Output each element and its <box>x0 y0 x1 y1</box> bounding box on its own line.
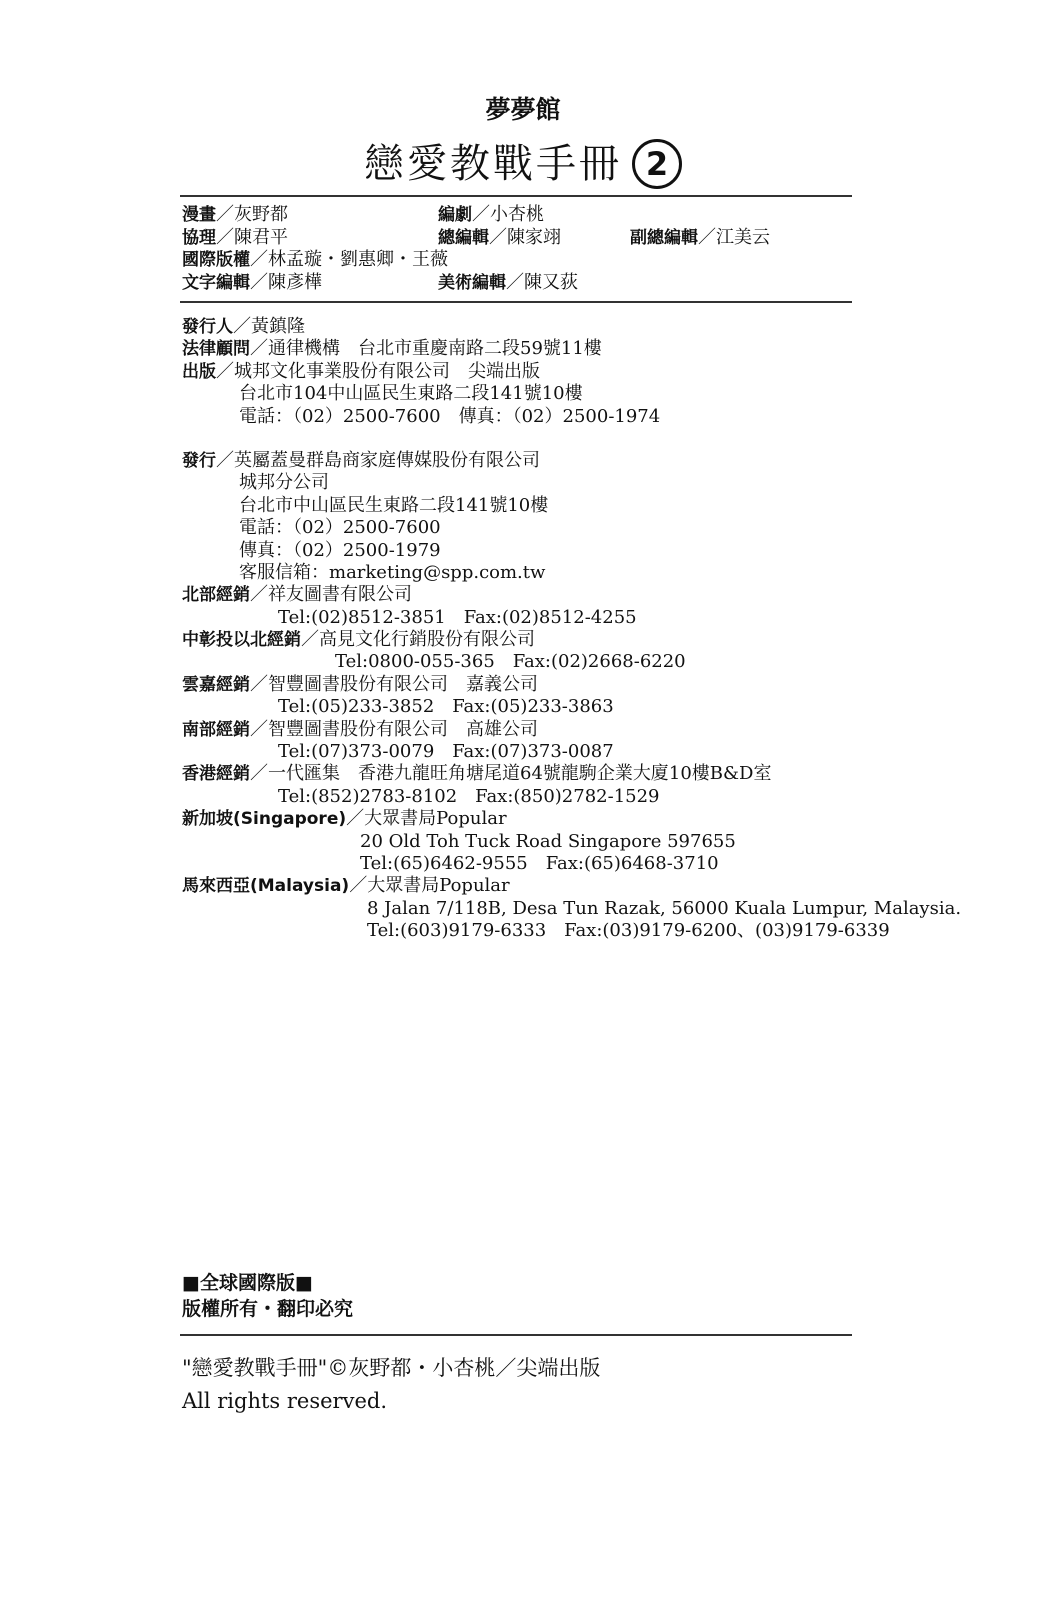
south-line: 南部經銷／智豐圖書股份有限公司 高雄公司 <box>182 718 538 740</box>
north-line: 北部經銷／祥友圖書有限公司 <box>182 584 412 606</box>
publisher-block <box>182 316 982 943</box>
north-value: 祥友圖書有限公司 <box>268 584 412 606</box>
central-value: 高見文化行銷股份有限公司 <box>319 629 535 651</box>
credit-entry: 美術編輯／陳又荻 <box>438 271 578 293</box>
credit-name: 陳君平 <box>234 226 288 248</box>
credit-entry: 國際版權／林孟璇・劉惠卿・王薇 <box>182 249 448 270</box>
singapore-contact: Tel:(65)6462-9555 Fax:(65)6468-3710 <box>360 852 719 874</box>
issuer-value: 黃鎮隆 <box>251 316 305 337</box>
credit-entry: 總編輯／陳家翊 <box>438 226 561 248</box>
credit-entry: 文字編輯／陳彥樺 <box>182 271 322 293</box>
central-contact: Tel:0800-055-365 Fax:(02)2668-6220 <box>335 651 686 673</box>
credit-name: 陳又荻 <box>524 271 578 293</box>
chiayi-label: 雲嘉經銷 <box>182 674 250 695</box>
credit-entry: 編劇／小杏桃 <box>438 204 544 225</box>
distribute-address: 台北市中山區民生東路二段141號10樓 <box>239 494 549 516</box>
book-title-text: 戀愛教戰手冊 <box>364 141 622 187</box>
credit-role: 副總編輯 <box>630 227 698 248</box>
middle-divider <box>180 301 852 303</box>
credits-block <box>182 204 862 294</box>
issuer-line: 發行人／黃鎮隆 <box>182 316 305 337</box>
publish-label: 出版 <box>182 361 216 382</box>
credit-entry: 副總編輯／江美云 <box>630 226 770 248</box>
credit-name: 陳家翊 <box>507 226 561 248</box>
series-name: 夢夢館 <box>485 95 561 124</box>
credits-row <box>182 249 862 272</box>
credit-role: 協理 <box>182 227 216 248</box>
malaysia-label: 馬來西亞(Malaysia) <box>182 876 350 897</box>
south-value: 智豐圖書股份有限公司 高雄公司 <box>268 718 538 740</box>
credit-role: 美術編輯 <box>438 272 506 293</box>
edition-block <box>182 1270 353 1322</box>
book-title <box>0 132 1046 189</box>
credit-entry: 漫畫／灰野都 <box>182 204 288 225</box>
singapore-value: 大眾書局Popular <box>364 808 507 830</box>
credits-row <box>182 272 862 295</box>
distribute-email: 客服信箱：marketing@spp.com.tw <box>239 561 546 583</box>
credits-row <box>182 227 862 250</box>
volume-number: 2 <box>632 139 682 189</box>
singapore-label: 新加坡(Singapore) <box>182 809 347 830</box>
credit-name: 林孟璇・劉惠卿・王薇 <box>268 249 448 270</box>
credit-name: 小杏桃 <box>490 204 544 225</box>
distribute-value: 英屬蓋曼群島商家庭傳媒股份有限公司 <box>234 449 540 471</box>
credit-role: 文字編輯 <box>182 272 250 293</box>
distribute-label: 發行 <box>182 450 216 471</box>
malaysia-value: 大眾書局Popular <box>367 875 510 897</box>
legal-value: 通律機構 台北市重慶南路二段59號11樓 <box>268 338 602 360</box>
issuer-label: 發行人 <box>182 317 233 337</box>
malaysia-contact: Tel:(603)9179-6333 Fax:(03)9179-6200、(03)9179-6339 <box>367 920 890 942</box>
south-contact: Tel:(07)373-0079 Fax:(07)373-0087 <box>278 741 614 763</box>
hongkong-contact: Tel:(852)2783-8102 Fax:(850)2782-1529 <box>278 785 660 807</box>
malaysia-address: 8 Jalan 7/118B, Desa Tun Razak, 56000 Kuala Lumpur, Malaysia. <box>367 897 962 919</box>
chiayi-value: 智豐圖書股份有限公司 嘉義公司 <box>268 673 538 695</box>
hongkong-value: 一代匯集 香港九龍旺角塘尾道64號龍駒企業大廈10樓B&D室 <box>268 763 772 785</box>
chiayi-line: 雲嘉經銷／智豐圖書股份有限公司 嘉義公司 <box>182 673 538 695</box>
credit-role: 總編輯 <box>438 227 489 248</box>
credit-role: 編劇 <box>438 205 472 225</box>
intl-edition: ■全球國際版■ <box>182 1272 313 1294</box>
credit-name: 陳彥樺 <box>268 271 322 293</box>
legal-line: 法律顧問／通律機構 台北市重慶南路二段59號11樓 <box>182 338 602 360</box>
publish-phone: 電話：（02）2500-7600 傳真：（02）2500-1974 <box>239 405 661 427</box>
credits-row <box>182 204 862 227</box>
chiayi-contact: Tel:(05)233-3852 Fax:(05)233-3863 <box>278 696 614 718</box>
publish-address: 台北市104中山區民生東路二段141號10樓 <box>239 383 583 405</box>
central-line: 中彰投以北經銷／高見文化行銷股份有限公司 <box>182 629 535 651</box>
hongkong-label: 香港經銷 <box>182 764 250 785</box>
all-rights-reserved: All rights reserved. <box>182 1389 388 1413</box>
legal-label: 法律顧問 <box>182 339 250 360</box>
copyright-block <box>182 1352 600 1418</box>
hongkong-line: 香港經銷／一代匯集 香港九龍旺角塘尾道64號龍駒企業大廈10樓B&D室 <box>182 763 772 785</box>
distribute-line: 發行／英屬蓋曼群島商家庭傳媒股份有限公司 <box>182 449 540 471</box>
north-label: 北部經銷 <box>182 585 250 606</box>
credit-role: 國際版權 <box>182 250 250 270</box>
singapore-address: 20 Old Toh Tuck Road Singapore 597655 <box>360 830 736 852</box>
credit-name: 灰野都 <box>234 204 288 225</box>
top-divider <box>180 195 852 197</box>
copyright-notice: "戀愛教戰手冊"©灰野都・小杏桃／尖端出版 <box>182 1356 601 1380</box>
south-label: 南部經銷 <box>182 719 250 740</box>
distribute-branch: 城邦分公司 <box>239 472 329 494</box>
distribute-phone: 電話：（02）2500-7600 <box>239 517 441 539</box>
singapore-line: 新加坡(Singapore)／大眾書局Popular <box>182 808 507 830</box>
rights-notice: 版權所有・翻印必究 <box>182 1298 354 1320</box>
north-contact: Tel:(02)8512-3851 Fax:(02)8512-4255 <box>278 606 637 628</box>
distribute-fax: 傳真：（02）2500-1979 <box>239 539 441 561</box>
publish-line: 出版／城邦文化事業股份有限公司 尖端出版 <box>182 360 540 382</box>
malaysia-line: 馬來西亞(Malaysia)／大眾書局Popular <box>182 875 510 897</box>
publish-value: 城邦文化事業股份有限公司 尖端出版 <box>234 360 540 382</box>
credit-name: 江美云 <box>716 226 770 248</box>
central-label: 中彰投以北經銷 <box>182 630 301 651</box>
credit-role: 漫畫 <box>182 205 216 225</box>
credit-entry: 協理／陳君平 <box>182 226 288 248</box>
bottom-divider <box>180 1334 852 1336</box>
